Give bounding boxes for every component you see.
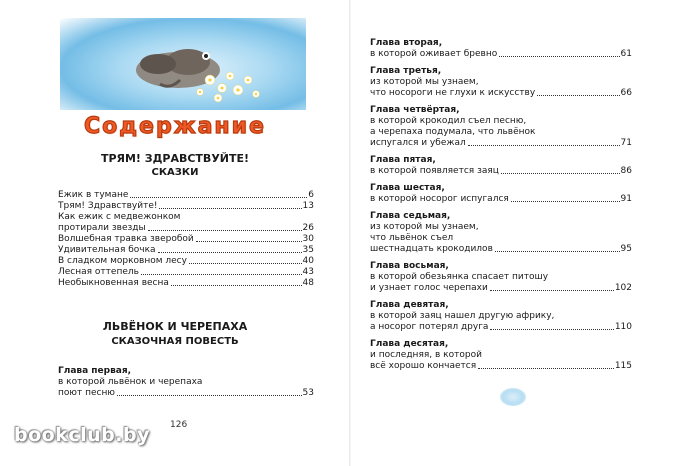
contents-heading: Содержание [84,114,266,139]
hedgehog-illustration [60,18,306,110]
chapters-list [370,38,632,378]
toc-entry: в которой оживает бревно [370,49,498,59]
page-ref: 95 [620,244,632,254]
book-title: ТРЯМ! ЗДРАВСТВУЙТЕ! [100,152,250,165]
chapter-entry [370,339,632,372]
toc-entry: и узнает голос черепахи [370,283,488,293]
chapter-name: Глава шестая, [370,183,445,193]
toc-row [370,138,632,149]
toc-entry: протирали звезды [58,223,146,233]
chapter-name: Глава первая, [58,366,132,376]
toc-row [370,244,632,255]
toc-row [370,194,632,205]
chapter-name: Глава десятая, [370,339,449,349]
section1-list [58,190,314,289]
chapter-line: из которой мы узнаем, [370,77,479,87]
toc-row [58,234,314,245]
section1-subtitle: СКАЗКИ [151,167,199,178]
chapter-entry [370,155,632,177]
cloud-decoration [500,388,526,406]
toc-row [370,166,632,177]
chapter-line: в которой заяц нашел другую африку, [370,311,555,321]
toc-row [58,190,314,201]
toc-entry: что носороги не глухи к искусству [370,88,536,98]
chapter-name: Глава вторая, [370,38,443,48]
toc-entry: Необыкновенная весна [58,278,169,288]
chapter-name: Глава пятая, [370,155,436,165]
toc-row [58,201,314,212]
toc-entry: в которой носорог испугался [370,194,509,204]
page-ref: 13 [302,201,314,211]
toc-entry: Лесная оттепель [58,267,139,277]
page-ref: 61 [620,49,632,59]
toc-entry: Удивительная бочка [58,245,156,255]
toc-row [58,223,314,234]
chapter-line: что львёнок съел [370,233,454,243]
toc-entry: испугался и убежал [370,138,466,148]
toc-entry: Как ежик с медвежонком [58,212,181,222]
hedgehog-drawing [60,18,306,110]
page-ref: 91 [620,194,632,204]
page-ref: 26 [302,223,314,233]
section2-title: ЛЬВЁНОК И ЧЕРЕПАХА [102,320,248,333]
toc-row [58,388,314,399]
toc-entry: всё хорошо кончается [370,361,477,371]
page-ref: 43 [302,267,314,277]
chapter-line: поют песню [58,388,115,398]
chapter-entry [370,300,632,333]
page-ref: 48 [302,278,314,288]
toc-entry: Трям! Здравствуйте! [58,201,158,211]
toc-entry: Ежик в тумане [58,190,129,200]
toc-entry: шестнадцать крокодилов [370,244,493,254]
chapter-entry [370,183,632,205]
chapter-line: а черепаха подумала, что львёнок [370,127,536,137]
chapter-name: Глава восьмая, [370,261,449,271]
chapter-entry [370,38,632,60]
toc-row [370,361,632,372]
chapter-line: в которой львёнок и черепаха [58,377,203,387]
chapter-1 [58,366,314,399]
toc-row [370,88,632,99]
page-ref: 6 [308,190,314,200]
page-ref: 40 [302,256,314,266]
page-gutter [349,0,351,466]
toc-row [58,245,314,256]
chapter-entry [370,105,632,149]
chapter-name: Глава седьмая, [370,211,451,221]
chapter-name: Глава четвёртая, [370,105,460,115]
chapter-entry [370,66,632,99]
page-number: 126 [170,420,188,430]
page-ref: 102 [614,283,632,293]
section2-subtitle: СКАЗОЧНАЯ ПОВЕСТЬ [111,336,239,347]
chapter-line: из которой мы узнаем, [370,222,479,232]
toc-row [370,322,632,333]
page-ref: 53 [302,388,314,398]
chapter-line: в которой крокодил съел песню, [370,116,527,126]
page-ref: 110 [614,322,632,332]
toc-row [58,267,314,278]
toc-row [58,278,314,289]
watermark-logo: bookclub.by [14,424,150,446]
page-ref: 71 [620,138,632,148]
toc-row [370,283,632,294]
chapter-name: Глава третья, [370,66,442,76]
toc-entry: Волшебная травка зверобой [58,234,194,244]
toc-entry: В сладком морковном лесу [58,256,187,266]
page-ref: 115 [614,361,632,371]
page-ref: 35 [302,245,314,255]
page-ref: 86 [620,166,632,176]
toc-row [370,49,632,60]
page-ref: 66 [620,88,632,98]
chapter-entry [370,261,632,294]
chapter-entry [370,211,632,255]
toc-entry: а носорог потерял друга [370,322,489,332]
toc-entry: в которой появляется заяц [370,166,499,176]
chapter-name: Глава девятая, [370,300,449,310]
toc-row [58,256,314,267]
page-ref: 30 [302,234,314,244]
chapter-line: и последняя, в которой [370,350,482,360]
chapter-line: в которой обезьянка спасает питошу [370,272,549,282]
